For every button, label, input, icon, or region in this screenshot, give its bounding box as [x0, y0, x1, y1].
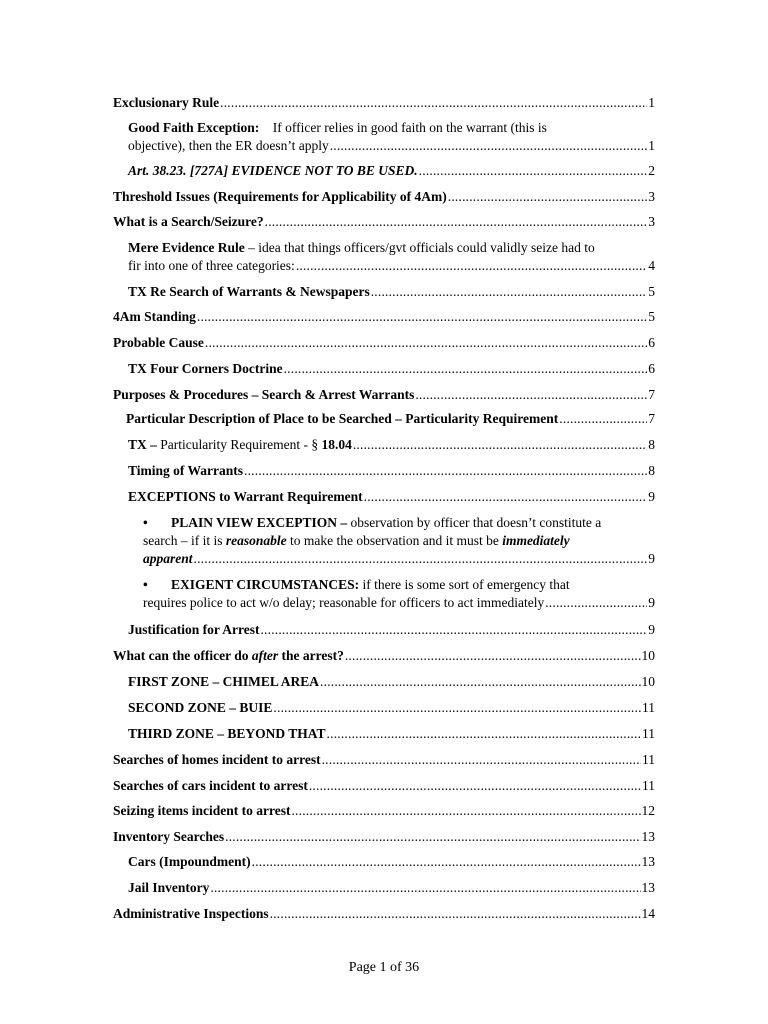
toc-entry-search-seizure[interactable] [113, 213, 655, 231]
toc-entry-description: objective), then the ER doesn’t apply [128, 138, 329, 153]
toc-entry-title: after [251, 648, 279, 663]
toc-entry-timing-of-warrants[interactable] [128, 462, 655, 480]
toc-entry-first-zone[interactable] [128, 673, 655, 691]
toc-entry-title: What is a Search/Seizure? [113, 214, 264, 229]
toc-entry-title: EXIGENT CIRCUMSTANCES: [171, 577, 360, 592]
toc-entry-title: Particularity Requirement - § [160, 437, 319, 452]
toc-entry-page: 8 [648, 463, 655, 478]
toc-entry-description: if there is some sort of emergency that [362, 577, 570, 592]
toc-entry-description: requires police to act w/o delay; reasonable for officers to act immediately [143, 595, 545, 610]
toc-entry-title: Searches of homes incident to arrest [113, 752, 321, 767]
toc-entry-probable-cause[interactable] [113, 334, 655, 352]
toc-entry-title: TX Four Corners Doctrine [128, 361, 283, 376]
toc-entry-searches-cars[interactable] [113, 777, 655, 795]
toc-entry-seizing-items[interactable] [113, 802, 655, 820]
toc-entry-description: immediately [502, 533, 570, 548]
toc-entry-description: – idea that things officers/gvt officials could validly seize had to [248, 240, 595, 255]
toc-entry-jail-inventory[interactable] [128, 879, 655, 897]
toc-entry-title: Good Faith Exception: [128, 120, 260, 135]
toc-entry-art-38-23[interactable] [128, 162, 655, 180]
toc-entry-title: Exclusionary Rule [113, 95, 220, 110]
bullet-icon: • [143, 515, 148, 530]
toc-entry-third-zone[interactable] [128, 725, 655, 743]
toc-entry-page: 6 [648, 335, 655, 350]
toc-entry-page: 13 [641, 829, 655, 844]
toc-entry-title: Justification for Arrest [128, 622, 260, 637]
toc-entry-title: THIRD ZONE – BEYOND THAT [128, 726, 326, 741]
toc-entry-4am-standing[interactable] [113, 308, 655, 326]
toc-entry-title: FIRST ZONE – CHIMEL AREA [128, 674, 320, 689]
toc-entry-title: Inventory Searches [113, 829, 225, 844]
toc-entry-page: 7 [648, 387, 655, 402]
toc-entry-purposes-procedures[interactable] [113, 386, 655, 404]
toc-entry-page: 11 [642, 752, 655, 767]
toc-entry-tx-four-corners[interactable] [128, 360, 655, 378]
toc-entry-title: Seizing items incident to arrest [113, 803, 291, 818]
toc-entry-title: SECOND ZONE – BUIE [128, 700, 273, 715]
toc-entry-administrative-inspections[interactable] [113, 905, 655, 923]
toc-entry-title: Particular Description of Place to be Searched – Particularity Requirement [126, 411, 559, 426]
toc-entry-page: 6 [648, 361, 655, 376]
toc-entry-searches-homes[interactable] [113, 751, 655, 769]
toc-entry-second-zone[interactable] [128, 699, 655, 717]
toc-entry-title: Probable Cause [113, 335, 204, 350]
toc-entry-page: 11 [642, 778, 655, 793]
toc-entry-particular-description[interactable] [126, 410, 655, 428]
toc-entry-description: reasonable [225, 533, 287, 548]
toc-entry-title: 18.04 [321, 437, 352, 452]
page-number-footer: Page 1 of 36 [348, 960, 420, 975]
toc-entry-cars-impoundment[interactable] [128, 853, 655, 871]
toc-entry-page: 11 [642, 726, 655, 741]
toc-entry-page: 11 [642, 700, 655, 715]
toc-entry-title: TX Re Search of Warrants & Newspapers [128, 284, 370, 299]
toc-entry-page: 9 [648, 595, 655, 610]
toc-entry-title: Timing of Warrants [128, 463, 244, 478]
toc-entry-justification-for-arrest[interactable] [128, 621, 655, 639]
toc-entry-description: search – if it is [143, 533, 223, 548]
toc-entry-exceptions[interactable] [128, 488, 655, 506]
toc-entry-title: What can the officer do [113, 648, 249, 663]
toc-entry-page: 10 [641, 648, 655, 663]
toc-entry-tx-search-warrants-newspapers[interactable] [128, 283, 655, 301]
toc-entry-exclusionary-rule[interactable] [113, 94, 655, 112]
toc-entry-description: apparent [143, 551, 193, 566]
toc-entry-page: 9 [648, 622, 655, 637]
toc-entry-page: 8 [648, 437, 655, 452]
toc-entry-tx-particularity[interactable] [128, 436, 655, 454]
bullet-icon: • [143, 577, 148, 592]
toc-entry-description: to make the observation and it must be [289, 533, 499, 548]
toc-entry-page: 3 [648, 214, 655, 229]
toc-entry-title: Art. 38.23. [727A] EVIDENCE NOT TO BE USED. [128, 163, 418, 178]
toc-entry-page: 14 [641, 906, 655, 921]
toc-entry-page: 4 [648, 258, 655, 273]
toc-entry-page: 1 [648, 138, 655, 153]
toc-entry-title: Searches of cars incident to arrest [113, 778, 308, 793]
toc-entry-inventory-searches[interactable] [113, 828, 655, 846]
toc-entry-title: 4Am Standing [113, 309, 196, 324]
toc-entry-title: Jail Inventory [128, 880, 210, 895]
toc-entry-title: Purposes & Procedures – Search & Arrest Warrants [113, 387, 415, 402]
toc-entry-page: 10 [641, 674, 655, 689]
toc-entry-page: 12 [641, 803, 655, 818]
toc-entry-title: EXCEPTIONS to Warrant Requirement [128, 489, 363, 504]
toc-entry-title: Administrative Inspections [113, 906, 269, 921]
toc-entry-page: 1 [648, 95, 655, 110]
toc-entry-page: 9 [648, 551, 655, 566]
toc-entry-page: 3 [648, 189, 655, 204]
toc-entry-title: Threshold Issues (Requirements for Applicability of 4Am) [113, 189, 447, 204]
toc-entry-page: 5 [648, 284, 655, 299]
toc-entry-page: 7 [648, 411, 655, 426]
toc-entry-title: the arrest? [281, 648, 344, 663]
toc-entry-description: If officer relies in good faith on the warrant (this is [272, 120, 547, 135]
toc-entry-page: 2 [648, 163, 655, 178]
toc-entry-page: 5 [648, 309, 655, 324]
toc-entry-title: PLAIN VIEW EXCEPTION – [171, 515, 348, 530]
toc-entry-threshold-issues[interactable] [113, 188, 655, 206]
toc-entry-title: Cars (Impoundment) [128, 854, 251, 869]
toc-entry-after-arrest[interactable] [113, 647, 655, 665]
toc-entry-title: Mere Evidence Rule [128, 240, 245, 255]
toc-entry-description: observation by officer that doesn’t constitute a [350, 515, 602, 530]
toc-entry-description: fir into one of three categories: [128, 258, 295, 273]
toc-entry-page: 13 [641, 854, 655, 869]
toc-entry-page: 9 [648, 489, 655, 504]
toc-entry-title: TX – [128, 437, 157, 452]
toc-entry-good-faith-exception[interactable] [128, 119, 655, 155]
toc-entry-mere-evidence-rule[interactable] [128, 239, 655, 275]
toc-entry-plain-view[interactable] [143, 514, 655, 568]
toc-entry-exigent-circumstances[interactable] [143, 576, 655, 612]
toc-entry-page: 13 [641, 880, 655, 895]
